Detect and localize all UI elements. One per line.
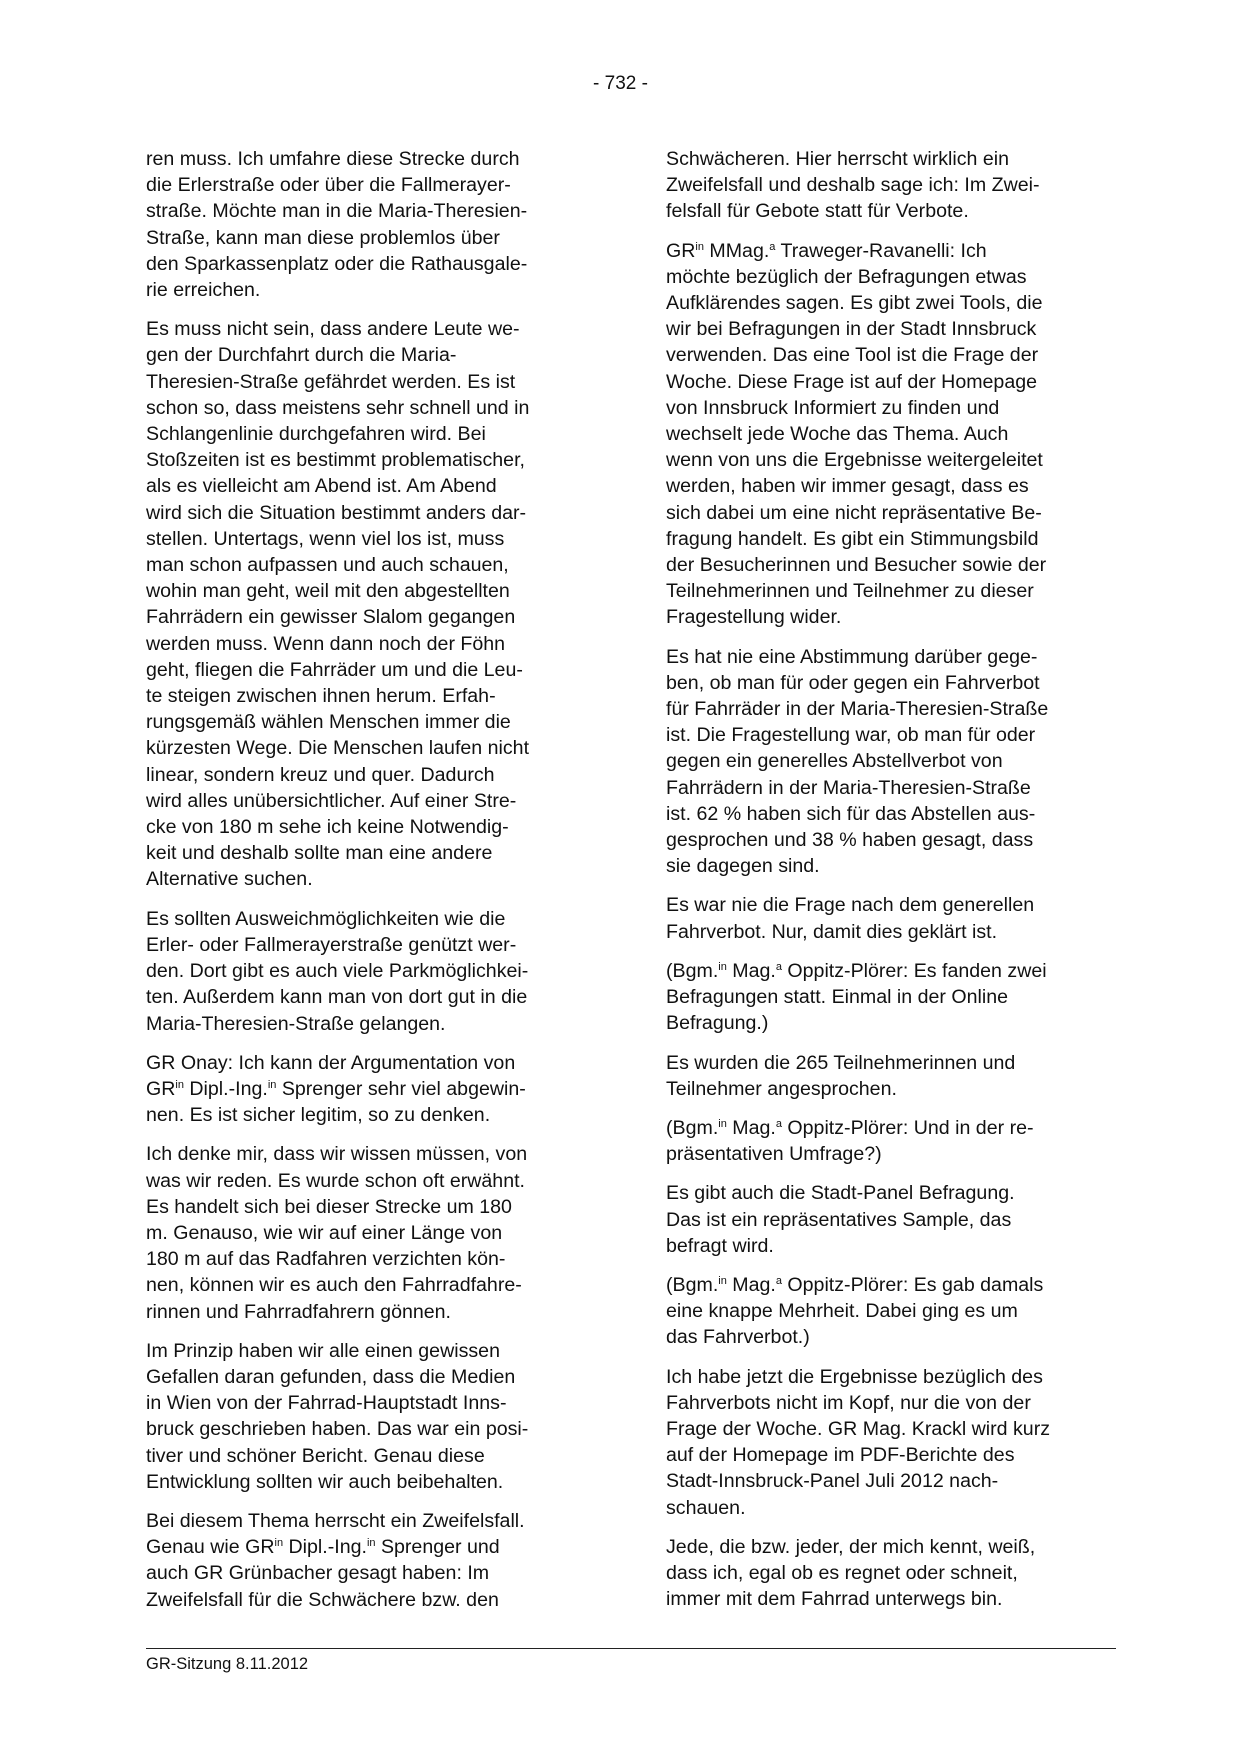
paragraph: Es sollten Ausweichmöglichkeiten wie die Erler- oder Fallmerayerstraße genützt wer- den. Dort gibt es auch viele Parkmöglichkei- ten. Außerdem kann man von dort gut in die Maria-Theresien-Straße gelangen. — [146, 907, 529, 1035]
paragraph: Es hat nie eine Abstimmung darüber gege- ben, ob man für oder gegen ein Fahrverbot für Fahrräder in der Maria-Theresien-Straße ist. Die Fragestellung war, ob man für oder gegen ein generelles Abstellverbot von Fahrrädern in der Maria-Theresien-Straße ist. 62 % haben sich für das Abstellen aus- gesprochen und 38 % haben gesagt, dass sie dagegen sind. — [666, 645, 1049, 878]
superscript: a — [775, 960, 782, 973]
superscript: in — [274, 1537, 284, 1550]
paragraph: Ich denke mir, dass wir wissen müssen, von was wir reden. Es wurde schon oft erwähnt. Es handelt sich bei dieser Strecke um 180 m. Genauso, wie wir auf einer Länge von 180 m auf das Radfahren verzichten kön- nen, können wir es auch den Fahrradfahre- rinnen und Fahrradfahrern gönnen. — [146, 1143, 528, 1323]
paragraph: Es war nie die Frage nach dem generellen Fahrverbot. Nur, damit dies geklärt ist. — [666, 894, 1035, 943]
paragraph: Jede, die bzw. jeder, der mich kennt, weiß, dass ich, egal ob es regnet oder schneit, immer mit dem Fahrrad unterwegs bin. — [666, 1535, 1036, 1611]
footer-session-label: GR-Sitzung 8.11.2012 — [146, 1655, 309, 1673]
footer-divider — [146, 1648, 1116, 1649]
paragraph: (Bgm.$^{in}$ Mag.$^a$ Oppitz-Plörer: Es fanden zwei Befragungen statt. Einmal in der Online Befragung.) — [666, 959, 1047, 1035]
superscript: in — [267, 1078, 277, 1091]
paragraph: Schwächeren. Hier herrscht wirklich ein Zweifelsfall und deshalb sage ich: Im Zwei- felsfall für Gebote statt für Verbote. — [666, 148, 1040, 223]
paragraph: GR Onay: Ich kann der Argumentation von $GR^{in}$ Dipl.-Ing.$^{in}$ Sprenger sehr viel abgewin- nen. Es ist sicher legitim, so zu denken. — [146, 1051, 526, 1127]
paragraph: $GR^{in}$ MMag.$^a$ Traweger-Ravanelli: Ich möchte bezüglich der Befragungen etwas Aufklärendes sagen. Es gibt zwei Tools, die wir bei Befragungen in der Stadt Innsbruck verwenden. Das eine Tool ist die Frage der Woche. Diese Frage ist auf der Homepage von Innsbruck Informiert zu finden und wechselt jede Woche das Thema. Auch wenn von uns die Ergebnisse weitergeleitet werden, haben wir immer gesagt, dass es sich dabei um eine nicht repräsentative Be- fragung handelt. Es gibt ein Stimmungsbild der Besucherinnen und Besucher sowie der Teilnehmerinnen und Teilnehmer zu dieser Fragestellung wider. — [666, 239, 1047, 629]
paragraph: Bei diesem Thema herrscht ein Zweifelsfall. Genau wie $GR^{in}$ Dipl.-Ing.$^{in}$ Sprenger und auch GR Grünbacher gesagt haben: Im Zweifelsfall für die Schwächere bzw. den — [146, 1509, 525, 1611]
superscript: a — [775, 1274, 782, 1287]
left-column — [146, 146, 606, 1626]
superscript: in — [718, 1117, 727, 1130]
paragraph: ren muss. Ich umfahre diese Strecke durch die Erlerstraße oder über die Fallmerayer- straße. Möchte man in die Maria-Theresien- Straße, kann man diese problemlos über den Sparkassenplatz oder die Rathausgale- rie erreichen. — [146, 148, 528, 302]
superscript: in — [695, 240, 704, 253]
paragraph: (Bgm.$^{in}$ Mag.$^a$ Oppitz-Plörer: Und in der re- präsentativen Umfrage?) — [666, 1116, 1034, 1166]
superscript: a — [775, 1117, 782, 1130]
superscript: in — [718, 1274, 727, 1287]
page-number: - 732 - — [593, 73, 648, 94]
superscript: in — [366, 1537, 376, 1550]
paragraph: (Bgm.$^{in}$ Mag.$^a$ Oppitz-Plörer: Es gab damals eine knappe Mehrheit. Dabei ging es um das Fahrverbot.) — [666, 1273, 1044, 1349]
paragraph: Es gibt auch die Stadt-Panel Befragung. Das ist ein repräsentatives Sample, das befragt wird. — [666, 1182, 1015, 1257]
paragraph: Es muss nicht sein, dass andere Leute we- gen der Durchfahrt durch die Maria- Theresien-Straße gefährdet werden. Es ist schon so, dass meistens sehr schnell und in Schlangenlinie durchgefahren wird. Bei Stoßzeiten ist es bestimmt problematischer, als es vielleicht am Abend ist. Am Abend wird sich die Situation bestimmt anders dar- stellen. Untertags, wenn viel los ist, muss man schon aufpassen und auch schauen, wohin man geht, weil mit den abgestellten Fahrrädern ein gewisser Slalom gegangen werden muss. Wenn dann noch der Föhn geht, fliegen die Fahrräder um und die Leu- te steigen zwischen ihnen herum. Erfah- rungsgemäß wählen Menschen immer die kürzesten Wege. Die Menschen laufen nicht linear, sondern kreuz und quer. Dadurch wird alles unübersichtlicher. Auf einer Stre- cke von 180 m sehe ich keine Notwendig- keit und deshalb sollte man eine andere Alternative suchen. — [146, 318, 530, 891]
right-column — [666, 146, 1118, 1625]
superscript: in — [175, 1078, 184, 1091]
superscript: a — [769, 240, 776, 253]
paragraph: Im Prinzip haben wir alle einen gewissen Gefallen daran gefunden, dass die Medien in Wien von der Fahrrad-Hauptstadt Inns- bruck geschrieben haben. Das war ein posi- tiver und schöner Bericht. Genau diese Entwicklung sollten wir auch beibehalten. — [146, 1339, 529, 1493]
superscript: in — [718, 960, 727, 973]
paragraph: Es wurden die 265 Teilnehmerinnen und Teilnehmer angesprochen. — [666, 1051, 1016, 1100]
paragraph: Ich habe jetzt die Ergebnisse bezüglich des Fahrverbots nicht im Kopf, nur die von der Frage der Woche. GR Mag. Krackl wird kurz auf der Homepage im PDF-Berichte des Stadt-Innsbruck-Panel Juli 2012 nach- schauen. — [666, 1365, 1051, 1519]
